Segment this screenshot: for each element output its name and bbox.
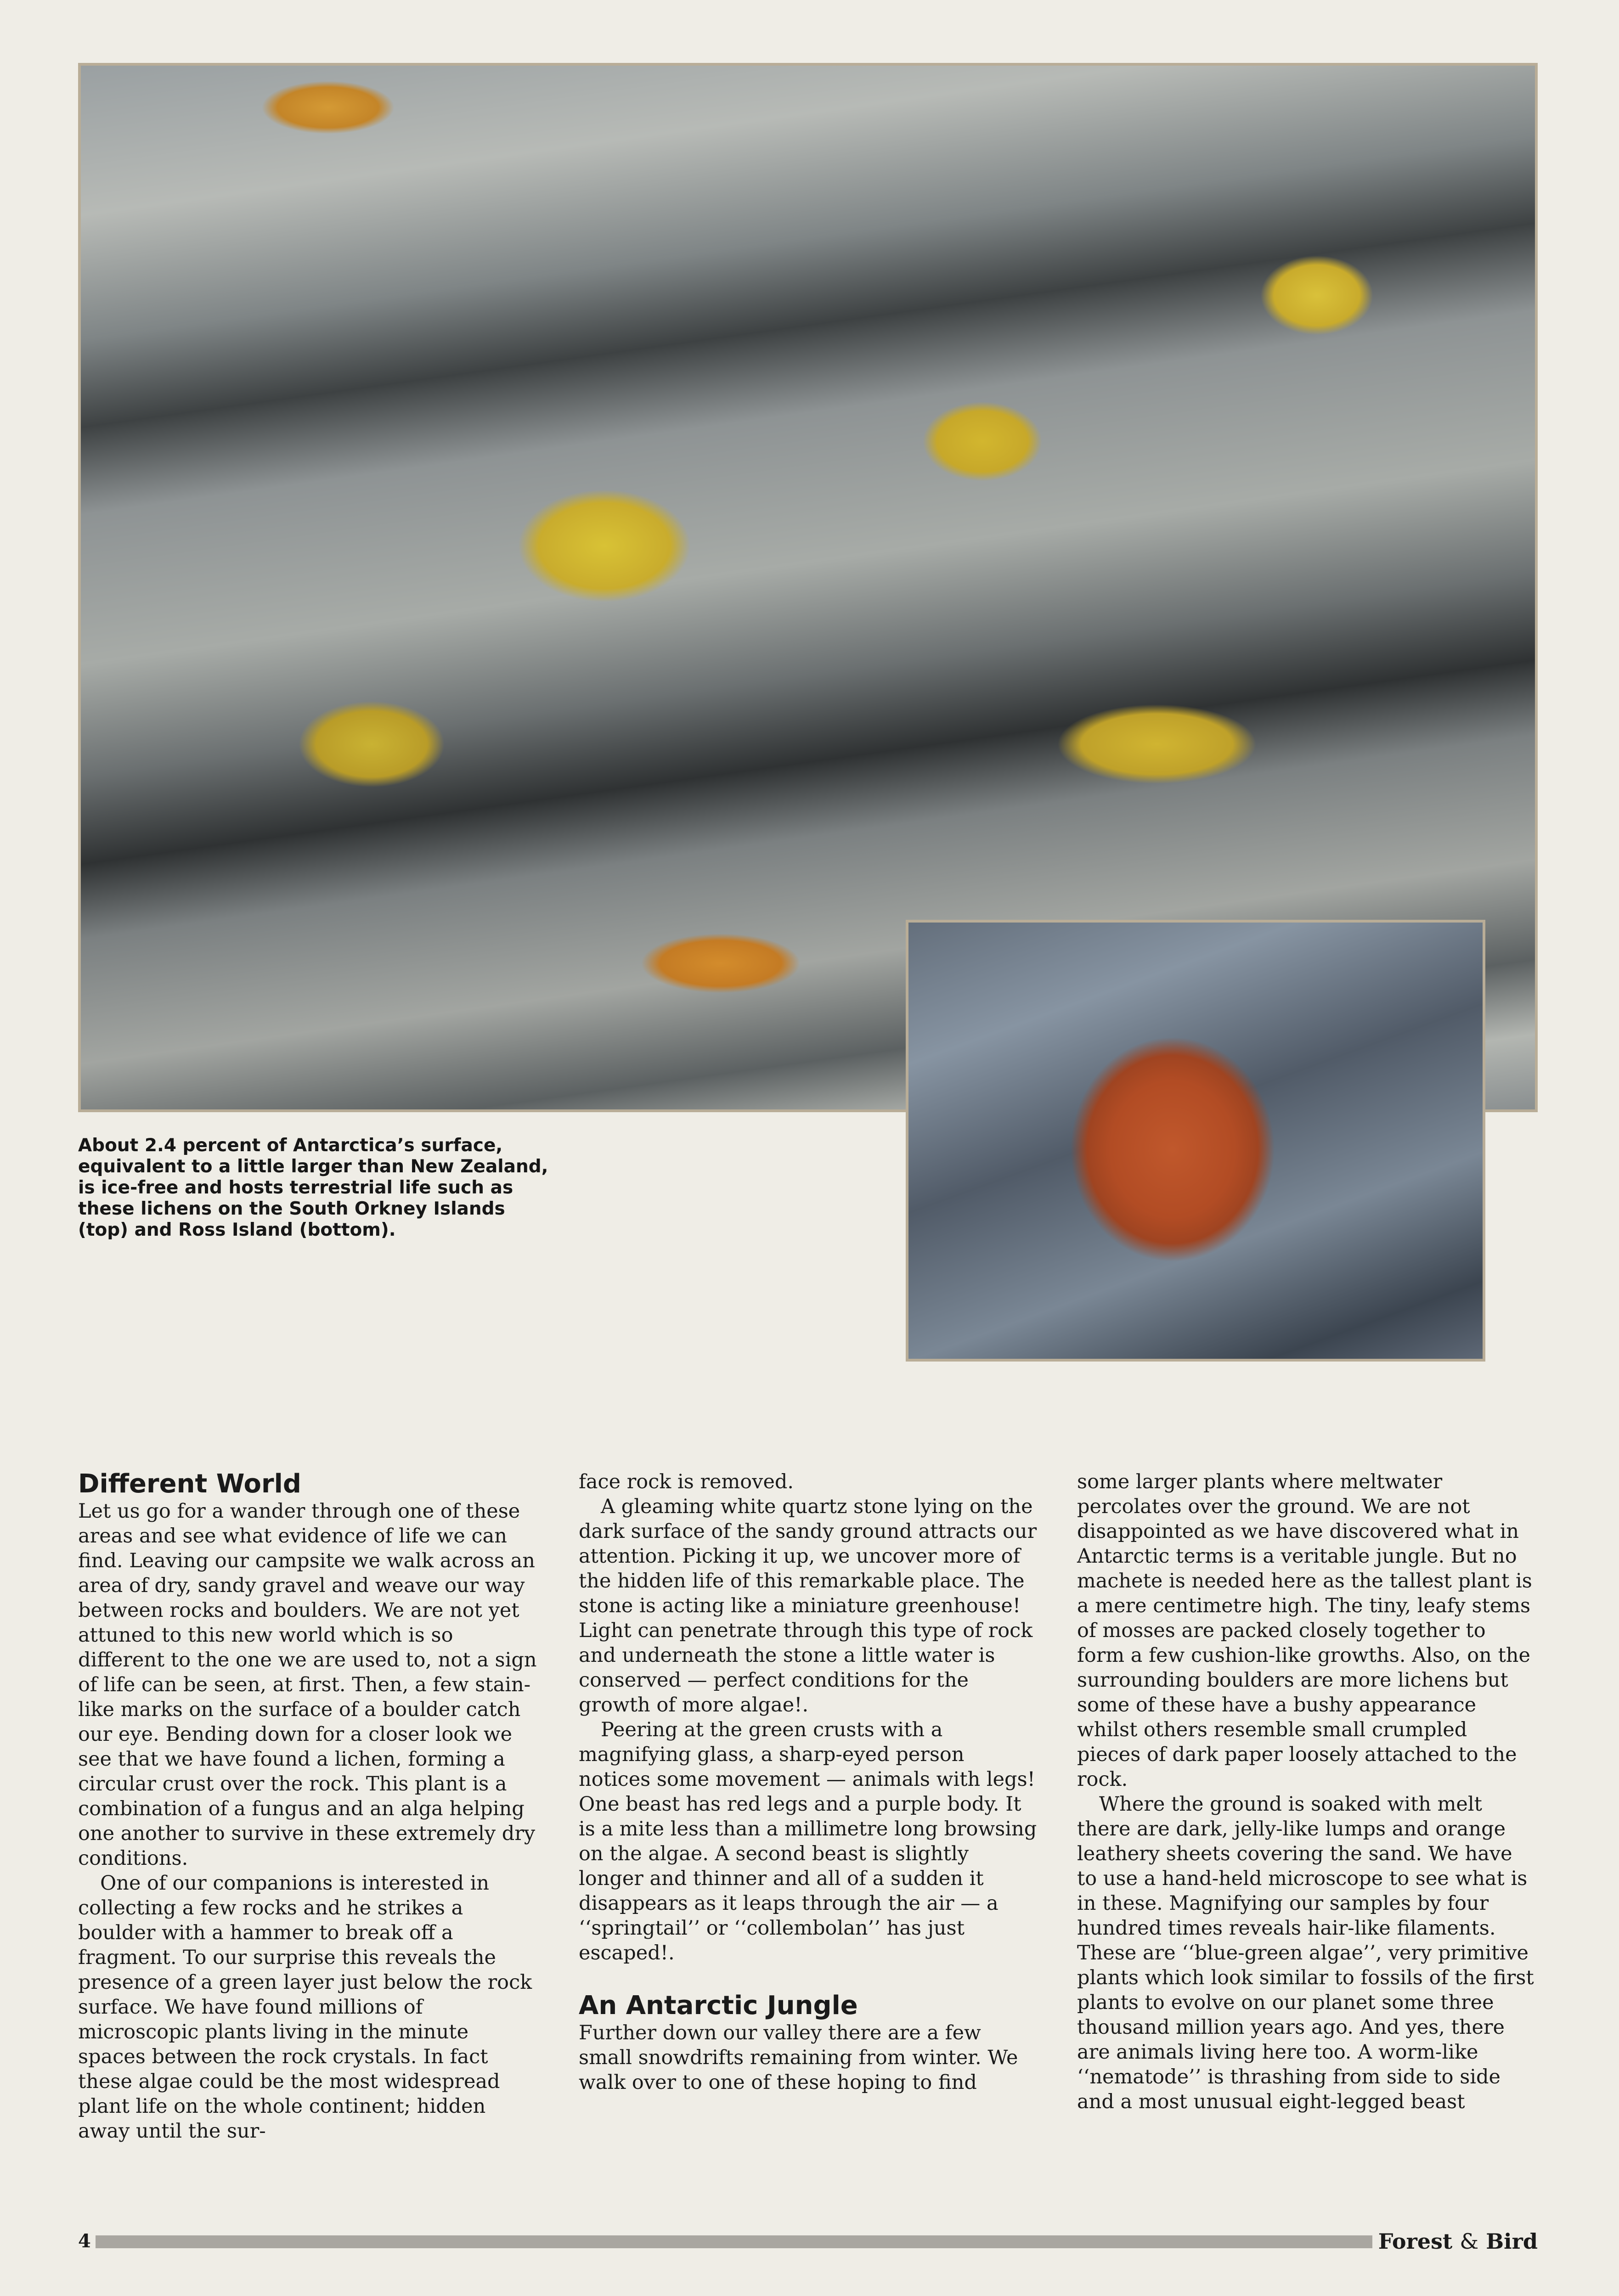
article-column-1 <box>78 1469 537 2144</box>
magazine-name-amp: & <box>1460 2229 1479 2254</box>
lichen-photo-ross-island <box>906 920 1485 1362</box>
paragraph: Further down our valley there are a few small snowdrifts remaining from winter. We walk over to one of these hoping to find <box>579 2021 1018 2094</box>
paragraph: Where the ground is soaked with melt there are dark, jelly-like lumps and orange leathery sheets covering the sand. We have to use a hand-held microscope to see what is in these. Magnifying our samples by four hundred times reveals hair-like filaments. These are ‘‘blue-green algae’’, very primitive plants which look similar to fossils of the first plants to evolve on our planet some three thousand million years ago. And yes, there are animals living here too. A worm-like ‘‘nematode’’ is thrashing from side to side and a most unusual eight-legged beast <box>1077 1793 1534 2113</box>
paragraph: face rock is removed. <box>579 1470 794 1493</box>
magazine-name-part2: Bird <box>1486 2229 1538 2254</box>
paragraph: some larger plants where meltwater percolates over the ground. We are not disappointed as we have discovered what in Antarctic terms is a veritable jungle. But no machete is needed here as the tallest plant is a mere centimetre high. The tiny, leafy stems of mosses are packed closely together to form a few cushion-like growths. Also, on the surrounding boulders are more lichens but some of these have a bushy appearance whilst others resemble small crumpled pieces of dark paper loosely attached to the rock. <box>1077 1470 1532 1791</box>
footer-rule <box>96 2235 1372 2248</box>
paragraph: Peering at the green crusts with a magnifying glass, a sharp-eyed person notices some movement — animals with legs! One beast has red legs and a purple body. It is a mite less than a millimetre long browsing on the algae. A second beast is slightly longer and thinner and all of a sudden it disappears as it leaps through the air — a ‘‘springtail’’ or ‘‘collembolan’’ has just escaped!. <box>579 1718 1037 1964</box>
magazine-name <box>1378 2231 1538 2252</box>
photo-caption: About 2.4 percent of Antarctica’s surface, equivalent to a little larger than New Zealand, is ice-free and hosts terrestrial life such as these lichens on the South Orkney Islands (top) and Ross Island (bottom). <box>78 1135 548 1240</box>
article-column-3 <box>1077 1469 1536 2114</box>
magazine-name-part1: Forest <box>1378 2229 1453 2254</box>
section-heading-antarctic-jungle: An Antarctic Jungle <box>579 1991 858 2020</box>
paragraph: Let us go for a wander through one of these areas and see what evidence of life we can find. Leaving our campsite we walk across an area of dry, sandy gravel and weave our way between rocks and boulders. We are not yet attuned to this new world which is so different to the one we are used to, not a sign of life can be seen, at first. Then, a few stain-like marks on the surface of a boulder catch our eye. Bending down for a closer look we see that we have found a lichen, forming a circular crust over the rock. This plant is a combination of a fungus and an alga helping one another to survive in these extremely dry conditions. <box>78 1500 537 1870</box>
article-column-2 <box>579 1469 1038 2095</box>
paragraph: One of our companions is interested in collecting a few rocks and he strikes a boulder with a hammer to break off a fragment. To our surprise this reveals the presence of a green layer just below the rock surface. We have found millions of microscopic plants living in the minute spaces between the rock crystals. In fact these algae could be the most widespread plant life on the whole continent; hidden away until the sur- <box>78 1872 532 2143</box>
paragraph: A gleaming white quartz stone lying on the dark surface of the sandy ground attracts our attention. Picking it up, we uncover more of the hidden life of this remarkable place. The stone is acting like a miniature greenhouse! Light can penetrate through this type of rock and underneath the stone a little water is conserved — perfect conditions for the growth of more algae!. <box>579 1495 1037 1716</box>
section-heading-different-world: Different World <box>78 1469 301 1499</box>
page-footer <box>78 2231 1538 2252</box>
page-number: 4 <box>78 2230 91 2252</box>
